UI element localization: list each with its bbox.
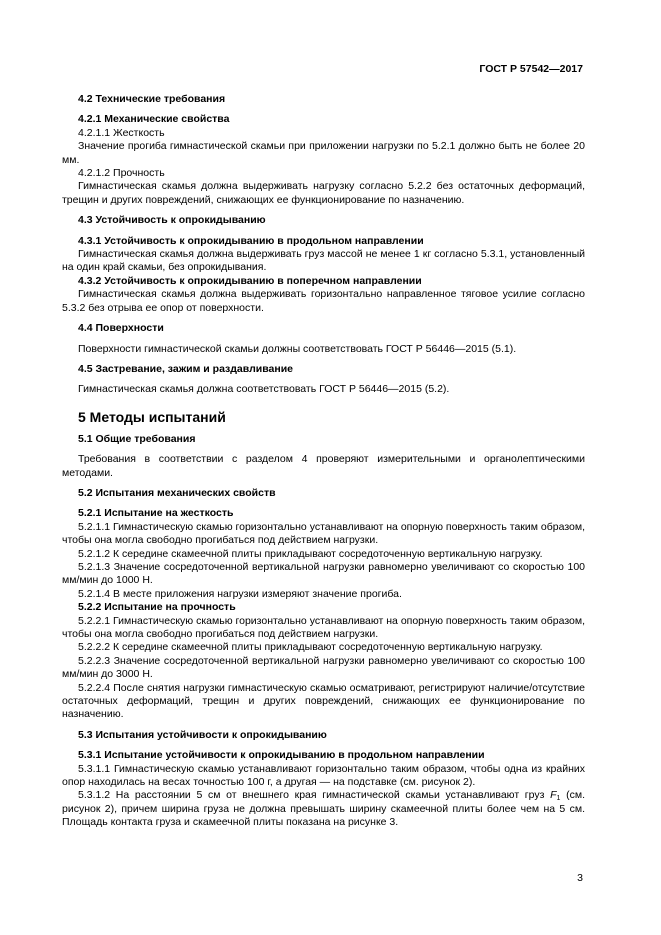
paragraph: 5.2.1.4 В месте приложения нагрузки измеряют значение прогиба. (78, 587, 402, 600)
document-body (62, 93, 585, 830)
section-heading: 5.1 Общие требования (78, 432, 196, 445)
paragraph: Гимнастическая скамья должна выдерживать горизонтально направленное тяговое усилие согласно 5.3.2 без отрыва ее опор от поверхности. (62, 288, 585, 314)
subsection-heading: 4.3.1 Устойчивость к опрокидыванию в продольном направлении (78, 234, 424, 247)
paragraph: 5.2.2.3 Значение сосредоточенной вертикальной нагрузки равномерно увеличивают со скоростью 100 мм/мин до 3000 Н. (62, 654, 585, 681)
paragraph (62, 789, 585, 829)
paragraph: Гимнастическая скамья должна выдерживать груз массой не менее 1 кг согласно 5.3.1, установленный на один край скамьи, без опрокидывания. (62, 248, 585, 274)
force-symbol: F (550, 789, 557, 802)
subsection-heading: 5.3.1 Испытание устойчивости к опрокидыванию в продольном направлении (78, 749, 485, 762)
subsection-heading: 4.3.2 Устойчивость к опрокидыванию в поперечном направлении (78, 274, 422, 287)
subsection-heading: 5.2.1 Испытание на жесткость (78, 507, 234, 520)
section-heading: 4.2 Технические требования (78, 93, 226, 105)
paragraph: Требования в соответствии с разделом 4 проверяют измерительными и органолептическими методами. (62, 453, 585, 479)
page-number: 3 (577, 872, 583, 884)
paragraph: 5.2.2.4 После снятия нагрузки гимнастическую скамью осматривают, регистрируют наличие/отсутствие остаточных деформаций, трещин и других повреждений, снижающих ее функционирование по назначению. (62, 681, 585, 721)
section-heading: 5.3 Испытания устойчивости к опрокидыванию (78, 728, 327, 741)
section-heading: 4.5 Застревание, зажим и раздавливание (78, 362, 294, 375)
paragraph: 5.2.2.2 К середине скамеечной плиты прикладывают сосредоточенную вертикальную нагрузку. (78, 641, 543, 654)
paragraph: Гимнастическая скамья должна соответствовать ГОСТ Р 56446—2015 (5.2). (78, 383, 450, 396)
paragraph: Значение прогиба гимнастической скамьи при приложении нагрузки по 5.2.1 должно быть не более 20 мм. (62, 140, 585, 166)
document-header: ГОСТ Р 57542—2017 (479, 63, 583, 75)
section-heading: 5.2 Испытания механических свойств (78, 486, 276, 499)
section-heading: 4.4 Поверхности (78, 322, 164, 335)
paragraph: 5.2.1.1 Гимнастическую скамью горизонтально устанавливают на опорную поверхность таким образом, чтобы она могла свободно прогибаться под действием нагрузки. (62, 520, 585, 547)
clause-label: 4.2.1.2 Прочность (78, 167, 165, 180)
force-subscript: 1 (556, 795, 561, 803)
paragraph: 5.2.2.1 Гимнастическую скамью горизонтально устанавливают на опорную поверхность таким образом, чтобы она могла свободно прогибаться под действием нагрузки. (62, 614, 585, 640)
subsection-heading: 5.2.2 Испытание на прочность (78, 601, 236, 614)
clause-label: 4.2.1.1 Жесткость (78, 126, 165, 139)
subsection-heading: 4.2.1 Механические свойства (78, 113, 230, 126)
text-run: (см. рисунок 2), причем ширина груза не должна превышать ширину скамеечной плиты более чем на 5 см. Площадь контакта груза и скамеечной плиты показана на рисунке 3. (62, 789, 585, 829)
text-run: 5.3.1.2 На расстоянии 5 см от внешнего края гимнастической скамьи устанавливают груз (78, 789, 551, 802)
paragraph: Поверхности гимнастической скамьи должны соответствовать ГОСТ Р 56446—2015 (5.1). (78, 342, 517, 355)
section-heading: 4.3 Устойчивость к опрокидыванию (78, 214, 266, 227)
chapter-heading: 5 Методы испытаний (78, 408, 226, 425)
paragraph: Гимнастическая скамья должна выдерживать нагрузку согласно 5.2.2 без остаточных деформаций, трещин и других повреждений, снижающих ее функционирование по назначению. (62, 180, 585, 206)
paragraph: 5.2.1.2 К середине скамеечной плиты прикладывают сосредоточенную вертикальную нагрузку. (78, 547, 543, 560)
paragraph: 5.2.1.3 Значение сосредоточенной вертикальной нагрузки равномерно увеличивают со скоростью 100 мм/мин до 1000 Н. (62, 560, 585, 587)
paragraph: 5.3.1.1 Гимнастическую скамью устанавливают горизонтально таким образом, чтобы одна из крайних опор находилась на весах точностью 100 г, а другая — на подставке (см. рисунок 2). (62, 762, 585, 789)
